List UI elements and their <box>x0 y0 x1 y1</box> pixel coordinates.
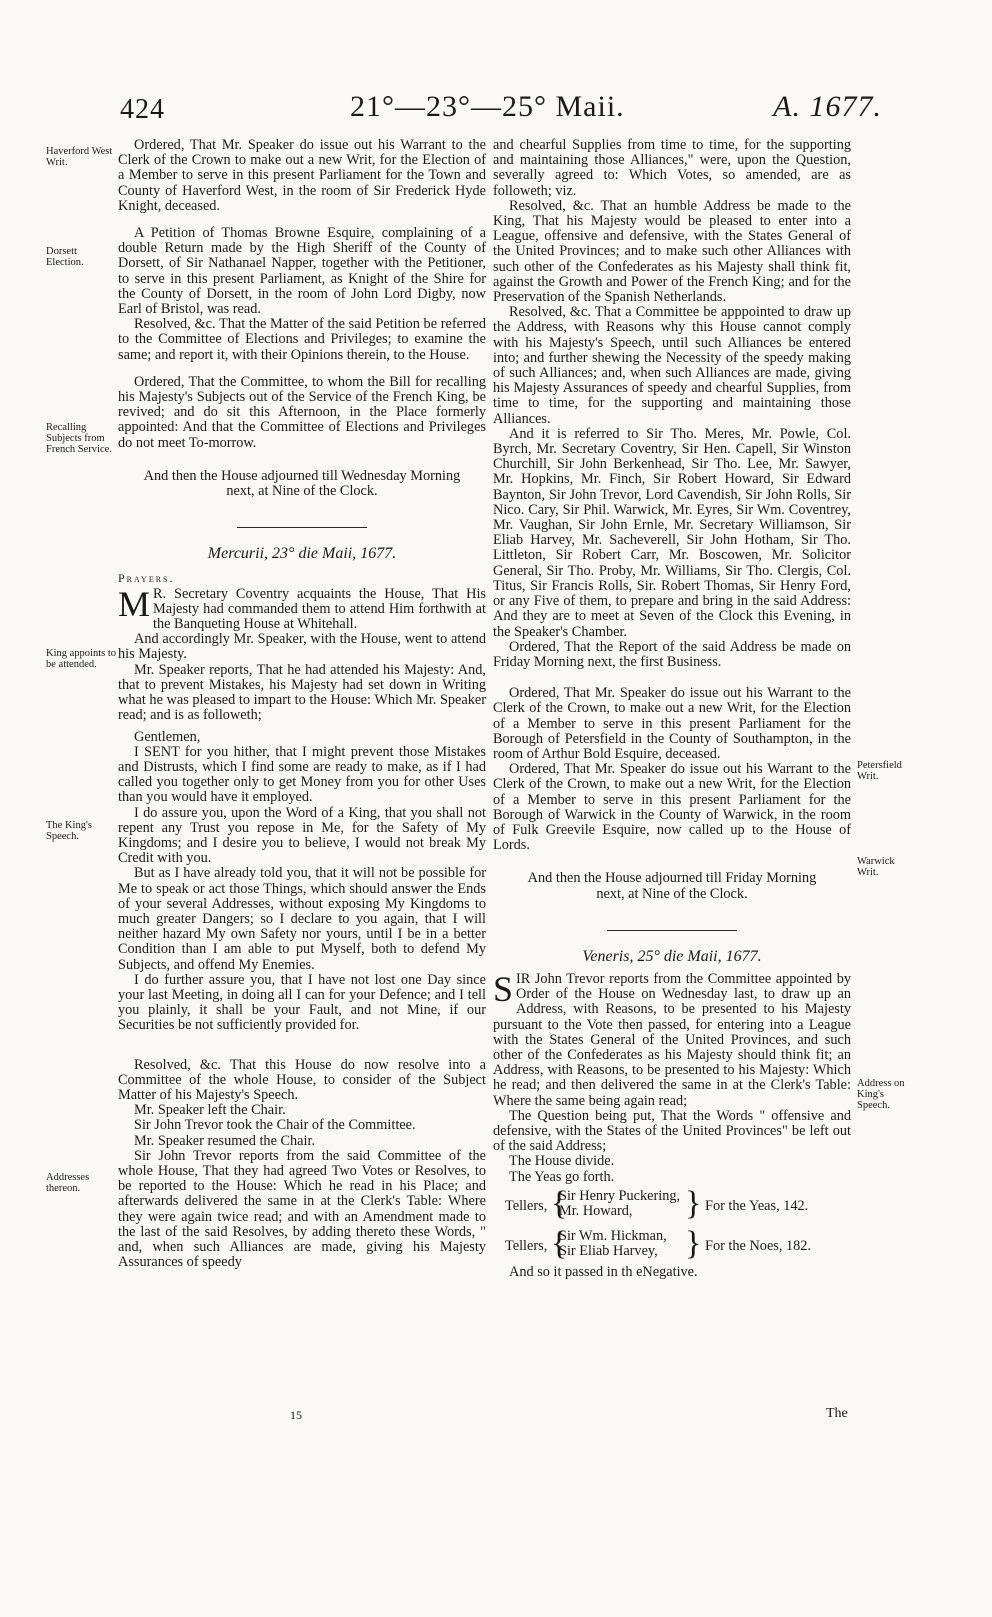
adjournment-wednesday: And then the House adjourned till Wednesday Morning next, at Nine of the Clock. <box>143 467 461 500</box>
margin-note-kings-speech: The King's Speech. <box>46 820 92 842</box>
margin-note-petersfield: Petersfield Writ. <box>857 760 902 782</box>
header-dates: 21°—23°—25° Maii. <box>350 90 625 123</box>
speaker-reports: Mr. Speaker reports, That he had attended his Majesty: And, that to prevent Mistakes, his Majesty had set down in Writing what he was pleased to impart to the House: Which Mr. Speaker read; and is as followeth; <box>118 661 486 724</box>
header-year: A. 1677. <box>773 90 882 123</box>
resolved-petition: Resolved, &c. That the Matter of the said Petition be referred to the Committee of Elections and Privileges; to examine the same; and report it, with their Opinions therein, to the House. <box>118 316 486 363</box>
noes-teller-1: Sir Wm. Hickman, <box>559 1227 667 1244</box>
speech-salutation: Gentlemen, <box>134 728 201 745</box>
margin-note-haverford: Haverford West Writ. <box>46 146 113 168</box>
votes-continued: and chearful Supplies from time to time, for the supporting and maintaining those Alliances," were, upon the Question, severally agreed to: Which Votes, so amended, are as followeth; viz. <box>493 137 851 199</box>
margin-note-king-appoints: King appoints to be attended. <box>46 648 116 670</box>
secretary-coventry-text: R. Secretary Coventry acquaints the House, That His Majesty had commanded them to attend Him forthwith at the Banqueting House at Whitehall. <box>153 585 486 633</box>
adjournment-friday: And then the House adjourned till Friday Morning next, at Nine of the Clock. <box>527 870 817 902</box>
yeas-count: For the Yeas, 142. <box>705 1197 809 1214</box>
secretary-coventry-paragraph <box>118 583 486 633</box>
section-heading-mercurii: Mercurii, 23° die Maii, 1677. <box>207 545 397 563</box>
order-petersfield: Ordered, That Mr. Speaker do issue out his Warrant to the Clerk of the Crown, to make out a new Writ, for the Election of a Member to serve in this present Parliament for the Borough of Petersfield in the County of Southampton, in the room of Arthur Bold Esquire, deceased. <box>493 685 851 762</box>
prayers-heading: Prayers. <box>118 571 175 586</box>
margin-note-recalling: Recalling Subjects from French Service. <box>46 422 112 455</box>
margin-note-address-on-speech: Address on King's Speech. <box>857 1078 905 1111</box>
order-committee-recall: Ordered, That the Committee, to whom the Bill for recalling his Majesty's Subjects out of the Service of the French King, be revived; and do sit this Afternoon, in the Place formerly appointed: And that the Committee of Elections and Privileges do not meet To-morrow. <box>118 373 486 451</box>
brace-right: } <box>685 1184 702 1222</box>
yeas-teller-2: Mr. Howard, <box>559 1202 633 1219</box>
margin-note-dorsett: Dorsett Election. <box>46 246 84 268</box>
trevor-address-paragraph <box>493 968 851 1109</box>
tellers-noes <box>493 1224 851 1265</box>
brace-left: { <box>551 1184 568 1222</box>
page-number: 424 <box>120 94 165 125</box>
tellers-label: Tellers, <box>505 1197 548 1214</box>
brace-right: } <box>685 1224 702 1262</box>
speech-paragraph-2: I do assure you, upon the Word of a King, that you shall not repent any Trust you repose in Me, for the Safety of My Kingdoms; and I desire you to believe, I would not break My Credit with you. <box>118 804 486 867</box>
order-report-friday: Ordered, That the Report of the said Address be made on Friday Morning next, the first Business. <box>493 638 851 670</box>
trevor-took-chair: Sir John Trevor took the Chair of the Committee. <box>134 1117 416 1134</box>
speech-paragraph-1: I SENT for you hither, that I might prevent those Mistakes and Distrusts, which I find some are ready to make, as if I had called you together only to get Money from you for other Uses than you would have it employed. <box>118 743 486 806</box>
question-put: The Question being put, That the Words " offensive and defensive, with the States of the United Provinces" be left out of the said Address; <box>493 1107 851 1155</box>
noes-teller-2: Sir Eliab Harvey, <box>559 1242 658 1259</box>
resolved-humble-address: Resolved, &c. That an humble Address be made to the King, That his Majesty would be pleased to enter into a League, offensive and defensive, with the States General of the United Provinces; and to make such other Alliances with such other of the Confederates as his Majesty shall think fit, against the Growth and Power of the French King; and for the Preservation of the Spanish Netherlands. <box>493 197 851 306</box>
right-column <box>493 138 851 1280</box>
section-heading-veneris: Veneris, 25° die Maii, 1677. <box>582 947 762 965</box>
yeas-teller-1: Sir Henry Puckering, <box>559 1187 681 1204</box>
noes-tellers-names <box>559 1229 667 1259</box>
speech-paragraph-3: But as I have already told you, that it will not be possible for Me to speak or act those Things, which should answer the Ends of your several Addresses, without exposing My Kingdoms to much greater Dangers; so I declare to you again, that I will neither hazard My own Safety nor yours, until I be in a better Condition than I am able to put Myself, both to defend My Subjects, and offend My Enemies. <box>118 865 486 973</box>
house-divide: The House divide. <box>509 1153 615 1170</box>
left-column <box>118 138 486 1270</box>
section-divider <box>607 930 737 931</box>
speaker-left-chair: Mr. Speaker left the Chair. <box>134 1102 286 1119</box>
passed-negative: And so it passed in th eNegative. <box>509 1263 698 1280</box>
yeas-go-forth: The Yeas go forth. <box>509 1168 615 1185</box>
signature-mark: 15 <box>290 1408 302 1422</box>
drop-cap: S <box>493 968 514 1009</box>
drop-cap: M <box>118 583 151 624</box>
speaker-resumed-chair: Mr. Speaker resumed the Chair. <box>134 1132 316 1149</box>
section-divider <box>237 527 367 528</box>
tellers-label: Tellers, <box>505 1237 548 1254</box>
speaker-attends: And accordingly Mr. Speaker, with the House, went to attend his Majesty. <box>118 631 486 663</box>
trevor-reports: Sir John Trevor reports from the said Committee of the whole House, That they had agreed Two Votes or Resolves, to be reported to the House: Which he read in his Place; and afterwards delivered the same in at the Clerk's Table: Where they were again twice read; and with an Amendment made to the last of the said Resolves, by adding thereto these Words, " and, when such Alliances are made, giving his Majesty Assurances of speedy <box>118 1147 486 1271</box>
order-haverford: Ordered, That Mr. Speaker do issue out his Warrant to the Clerk of the Crown to make out a new Writ, for the Election of a Member to serve in this present Parliament for the Town and County of Haverford West, in the room of Sir Frederick Hyde Knight, deceased. <box>118 137 486 214</box>
speech-paragraph-4: I do further assure you, that I have not lost one Day since your last Meeting, in doing all I can for your Defence; and I tell you plainly, it shall be your Fault, and not Mine, if our Securities be not sufficiently provided for. <box>118 971 486 1034</box>
tellers-yeas <box>493 1184 851 1225</box>
margin-note-addresses: Addresses thereon. <box>46 1172 90 1194</box>
catchword: The <box>826 1406 848 1421</box>
brace-left: { <box>551 1224 568 1262</box>
margin-note-warwick: Warwick Writ. <box>857 856 895 878</box>
resolved-committee-address: Resolved, &c. That a Committee be apppointed to draw up the Address, with Reasons why this House cannot comply with his Majesty's Speech, until such Alliances be entered into; and further shewing the Necessity of the speedy making of such Alliances; and, when such Alliances are made, giving his Majesty Assurances of speedy and chearful Supplies, from time to time, for the supporting and maintaining those Alliances. <box>493 304 851 427</box>
page-header <box>118 88 888 134</box>
noes-count: For the Noes, 182. <box>705 1237 812 1254</box>
committee-members: And it is referred to Sir Tho. Meres, Mr. Powle, Col. Byrch, Mr. Secretary Coventry, Sir Hen. Capell, Sir Winston Churchill, Sir John Berkenhead, Sir Tho. Lee, Mr. Sawyer, Mr. Hopkins, Mr. Finch, Sir Robert Howard, Sir Edward Baynton, Sir John Trevor, Lord Cavendish, Sir John Rolls, Sir Nico. Cary, Sir Phil. Warwick, Mr. Eyres, Sir Wm. Coventrey, Mr. Vaughan, Sir John Ernle, Mr. Secretary Williamson, Sir Eliab Harvey, Mr. Sacheverell, Sir John Hotham, Sir Tho. Littleton, Sir Robert Carr, Mr. Boscowen, Mr. Solicitor General, Sir Tho. Proby, Mr. Williams, Sir Tho. Clergis, Col. Titus, Sir Francis Rolls, Sir. Robert Thomas, Sir Henry Ford, or any Five of them, to prepare and bring in the said Address: And they are to meet at Seven of the Clock this Evening, in the Speaker's Chamber. <box>493 425 851 640</box>
petition-browne: A Petition of Thomas Browne Esquire, complaining of a double Return made by the High Sheriff of the County of Dorsett, of Sir Nathanael Napper, together with the Petitioner, to serve in this present Parliament, as Knight of the Shire for the County of Dorsett, in the room of John Lord Digby, now Earl of Bristol, was read. <box>118 225 486 318</box>
yeas-tellers-names <box>559 1189 680 1219</box>
resolved-committee-whole: Resolved, &c. That this House do now resolve into a Committee of the whole House, to consider of the Subject Matter of his Majesty's Speech. <box>118 1056 486 1103</box>
order-warwick: Ordered, That Mr. Speaker do issue out his Warrant to the Clerk of the Crown, to make out a new Writ, for the Election of a Member to serve in this present Parliament for the Borough of Warwick in the County of Warwick, in the room of Fulk Greevile Esquire, now called up to the House of Lords. <box>493 761 851 854</box>
trevor-address-text: IR John Trevor reports from the Committee appointed by Order of the House on Wednesday last, to draw up an Address, with Reasons, to be presented to his Majesty pursuant to the Vote then passed, for entering into a League with the States General of the United Provinces, and such other of the Confederates as his Majesty should think fit; an Address, with Reasons, to be presented to his Majesty: Which he read; and then delivered the same in at the Clerk's Table: Where the same being again read; <box>493 970 851 1109</box>
